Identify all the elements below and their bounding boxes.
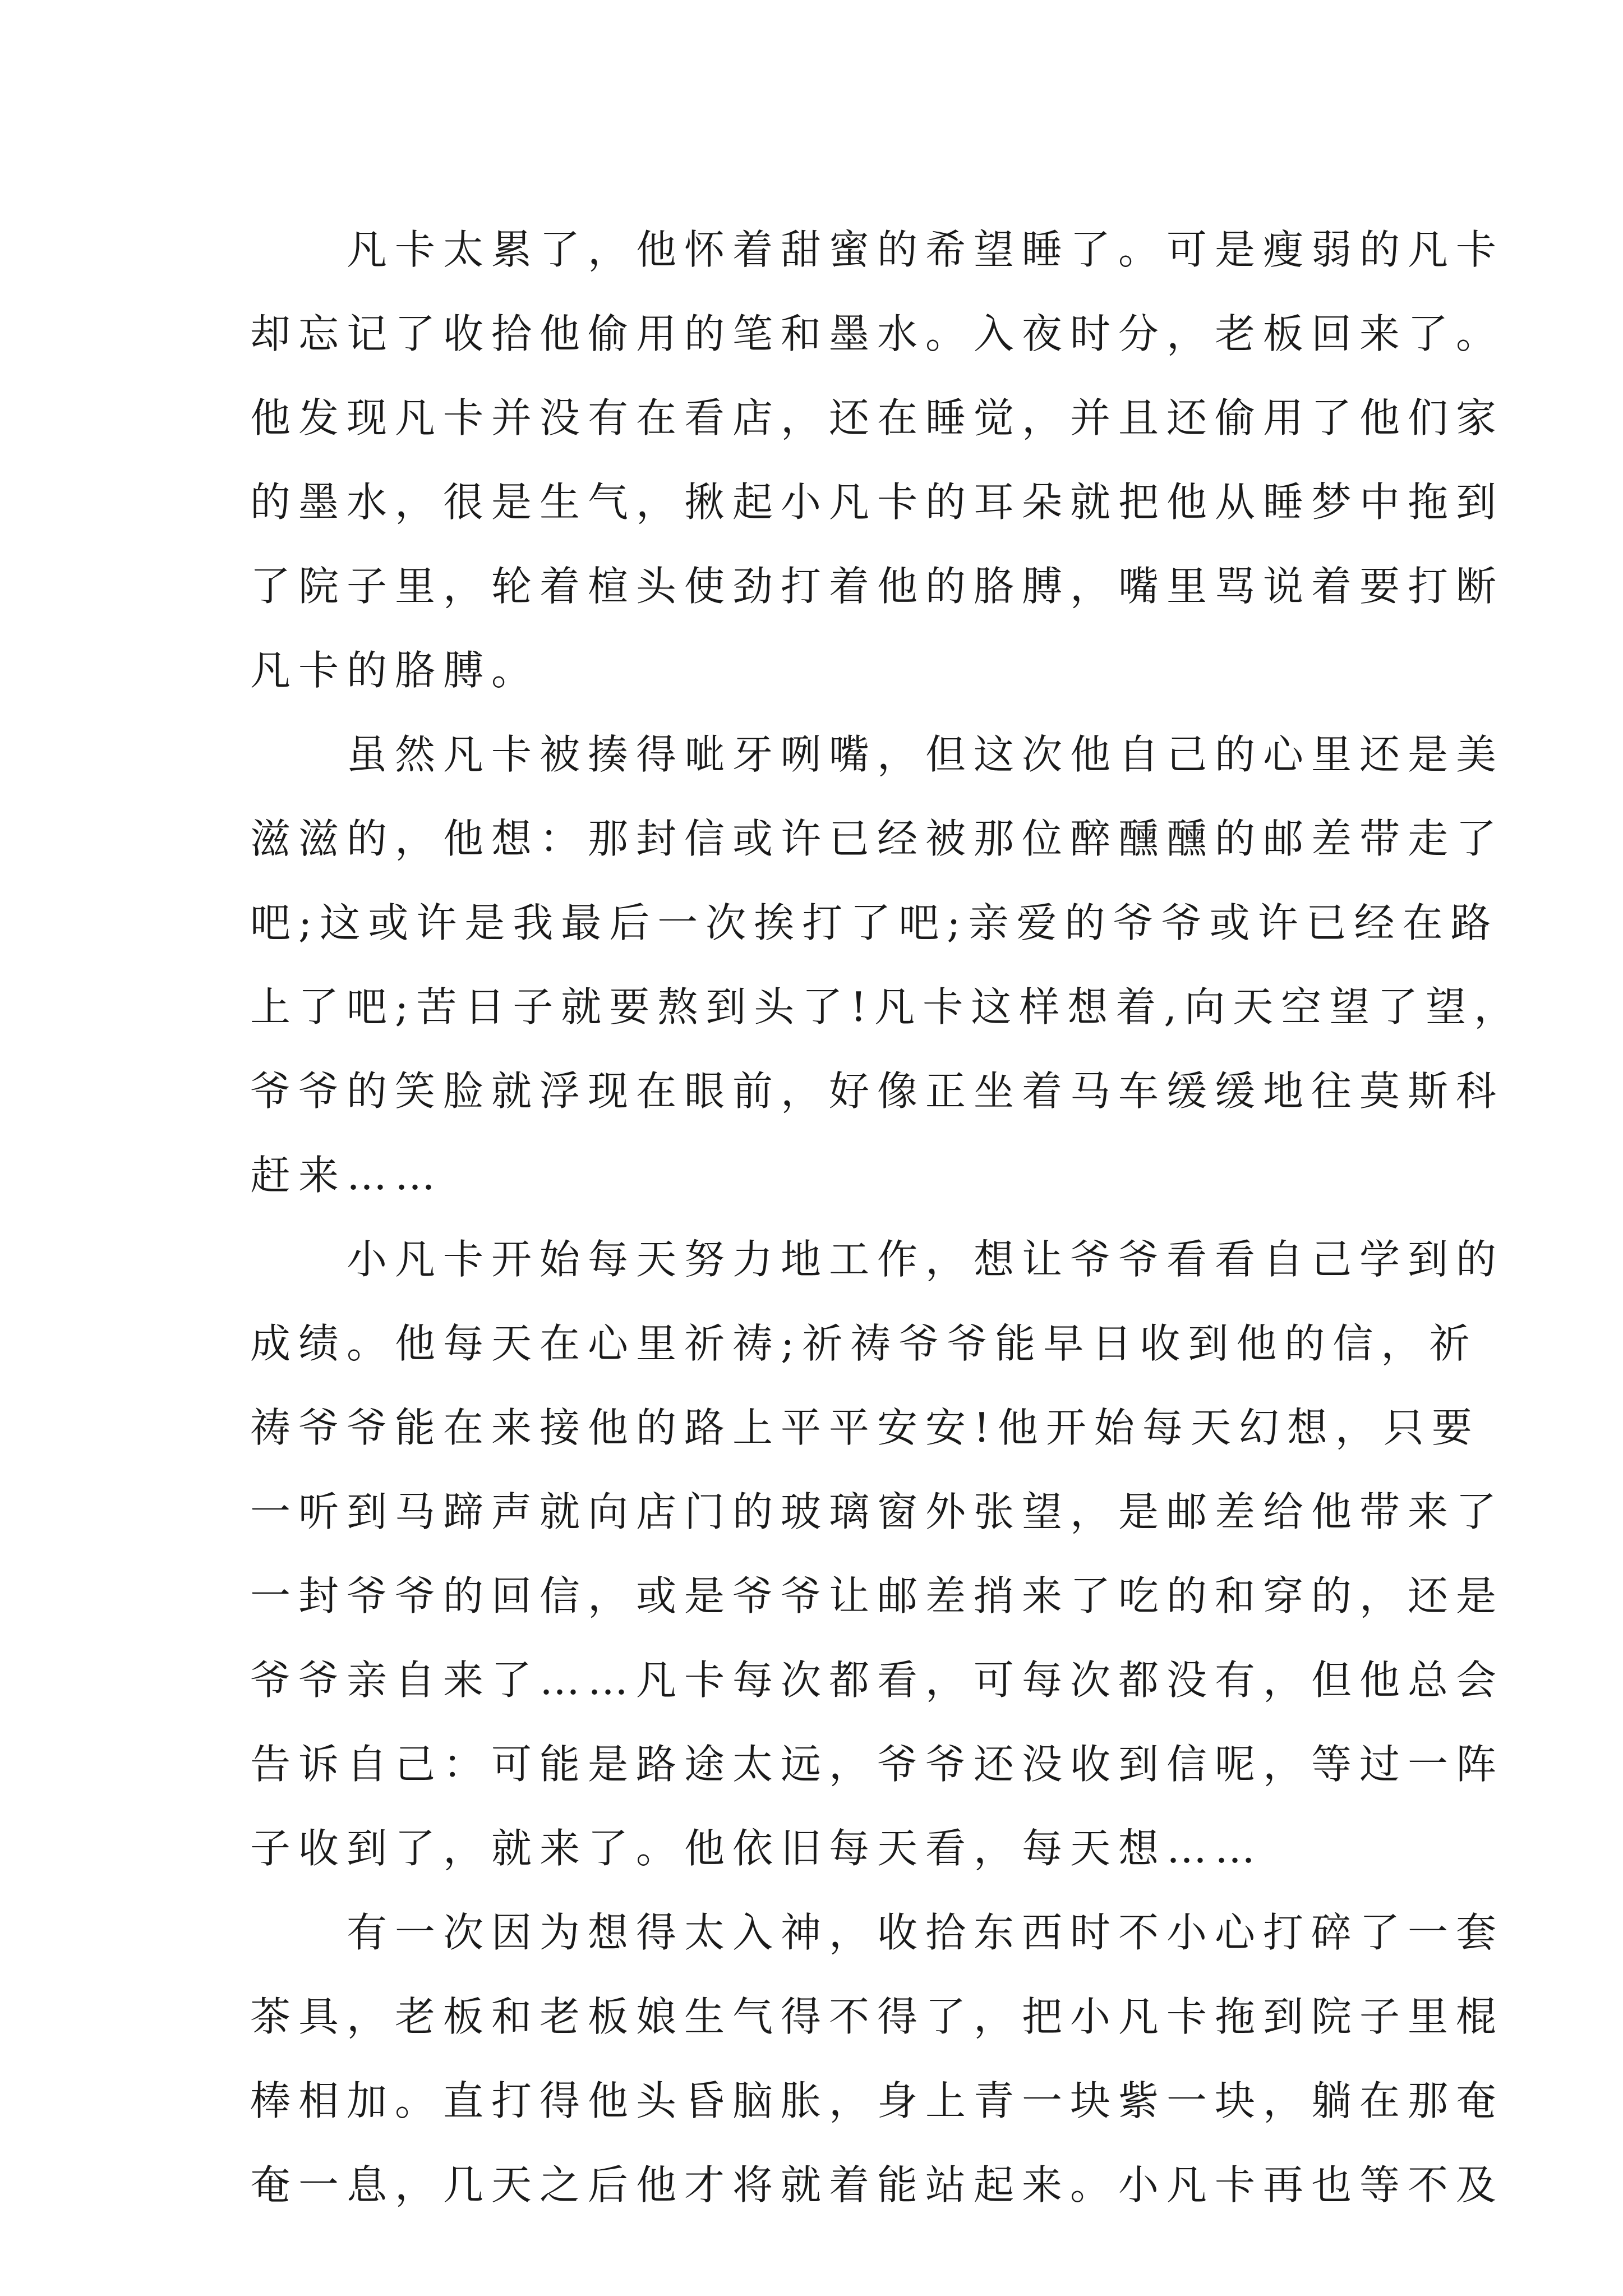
paragraph-2 — [250, 712, 1523, 1217]
text-line: 成绩。他每天在心里祈祷;祈祷爷爷能早日收到他的信，祈 — [250, 1320, 1478, 1367]
text-line: 子收到了，就来了。他依旧每天看，每天想…… — [250, 1825, 1264, 1872]
text-line: 告诉自己：可能是路途太远，爷爷还没收到信呢，等过一阵 — [250, 1741, 1505, 1788]
story-text — [250, 208, 1523, 2227]
text-line: 茶具，老板和老板娘生气得不得了，把小凡卡拖到院子里棍 — [250, 1993, 1505, 2040]
text-line: 吧;这或许是我最后一次挨打了吧;亲爱的爷爷或许已经在路 — [250, 899, 1499, 946]
text-line: 滋滋的，他想：那封信或许已经被那位醉醺醺的邮差带走了 — [250, 815, 1505, 862]
text-line: 了院子里，轮着楦头使劲打着他的胳膊，嘴里骂说着要打断 — [250, 563, 1505, 610]
text-line: 一听到马蹄声就向店门的玻璃窗外张望，是邮差给他带来了 — [250, 1488, 1505, 1535]
text-line: 棒相加。直打得他头昏脑胀，身上青一块紫一块，躺在那奄 — [250, 2077, 1505, 2124]
text-line: 凡卡的胳膊。 — [250, 647, 540, 694]
text-line: 爷爷的笑脸就浮现在眼前，好像正坐着马车缓缓地往莫斯科 — [250, 1068, 1505, 1115]
text-line: 祷爷爷能在来接他的路上平平安安!他开始每天幻想，只要 — [250, 1404, 1480, 1451]
text-line: 的墨水，很是生气，揪起小凡卡的耳朵就把他从睡梦中拖到 — [250, 478, 1505, 526]
text-line: 有一次因为想得太入神，收拾东西时不小心打碎了一套 — [347, 1909, 1505, 1956]
text-line: 虽然凡卡被揍得呲牙咧嘴，但这次他自己的心里还是美 — [347, 731, 1505, 778]
text-line: 一封爷爷的回信，或是爷爷让邮差捎来了吃的和穿的，还是 — [250, 1572, 1505, 1619]
paragraph-3 — [250, 1217, 1505, 1890]
text-line: 奄一息，几天之后他才将就着能站起来。小凡卡再也等不及 — [250, 2161, 1505, 2208]
text-line: 却忘记了收拾他偷用的笔和墨水。入夜时分，老板回来了。 — [250, 310, 1505, 357]
text-line: 爷爷亲自来了……凡卡每次都看，可每次都没有，但他总会 — [250, 1657, 1505, 1704]
text-line: 上了吧;苦日子就要熬到头了!凡卡这样想着,向天空望了望， — [250, 983, 1523, 1030]
paragraph-4 — [250, 1890, 1505, 2227]
text-line: 赶来…… — [250, 1152, 444, 1199]
text-line: 凡卡太累了，他怀着甜蜜的希望睡了。可是瘦弱的凡卡 — [347, 226, 1505, 273]
text-line: 小凡卡开始每天努力地工作，想让爷爷看看自己学到的 — [347, 1236, 1505, 1283]
text-line: 他发现凡卡并没有在看店，还在睡觉，并且还偷用了他们家 — [250, 394, 1505, 441]
paragraph-1 — [250, 208, 1505, 712]
